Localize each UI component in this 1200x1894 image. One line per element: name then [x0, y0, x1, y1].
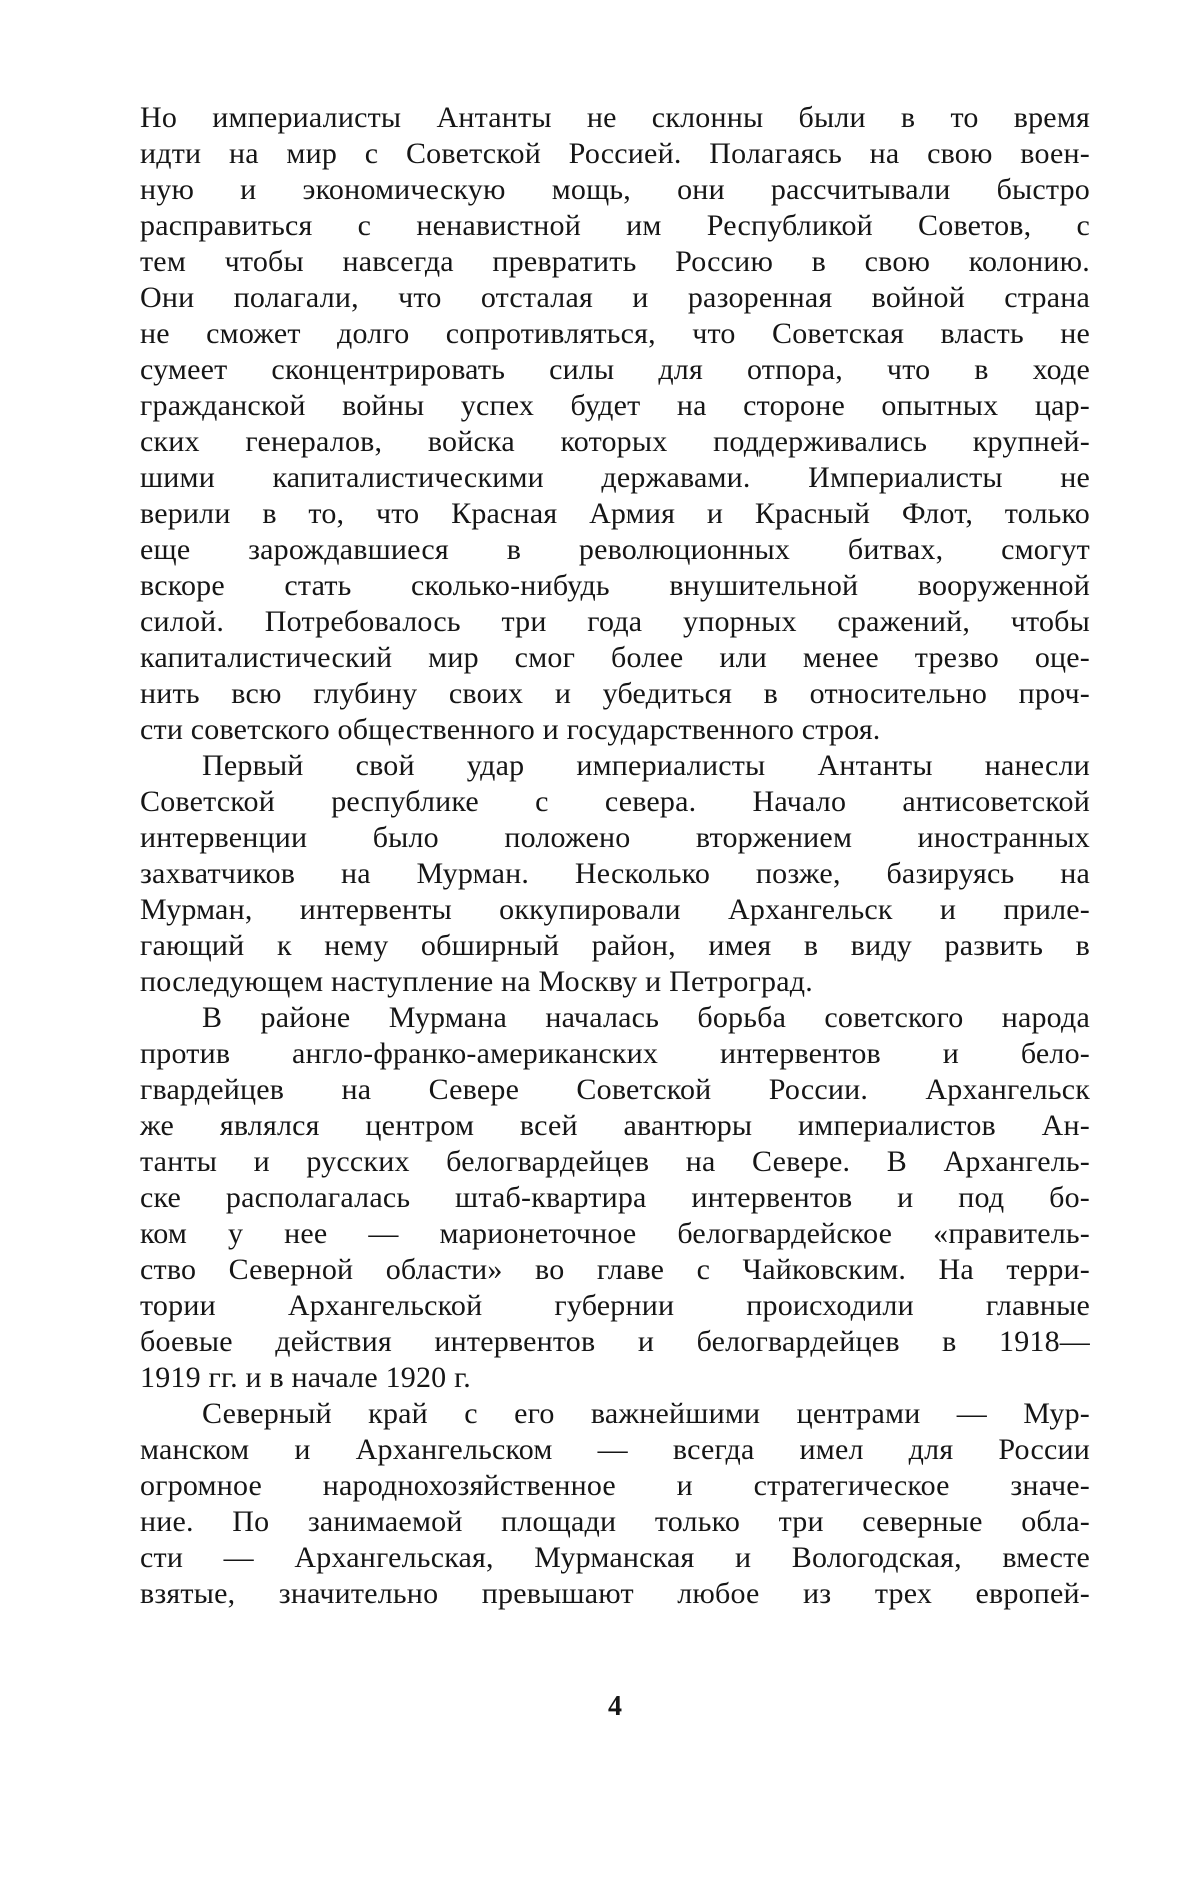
text-line: ную и экономическую мощь, они рассчитывали быстро — [140, 173, 1090, 206]
text-line: против англо-франко-американских интервентов и бело- — [140, 1037, 1090, 1070]
text-line: 1919 гг. и в начале 1920 г. — [140, 1361, 471, 1394]
text-line: манском и Архангельском — всегда имел для России — [140, 1433, 1090, 1466]
text-line: захватчиков на Мурман. Несколько позже, базируясь на — [140, 857, 1090, 890]
text-line: ние. По занимаемой площади только три северные обла- — [140, 1505, 1090, 1538]
text-line: сумеет сконцентрировать силы для отпора, что в ходе — [140, 353, 1090, 386]
text-line: гающий к нему обширный район, имея в виду развить в — [140, 929, 1090, 962]
text-line: шими капиталистическими державами. Империалисты не — [140, 461, 1090, 494]
text-line: интервенции было положено вторжением иностранных — [140, 821, 1090, 854]
text-line: взятые, значительно превышают любое из трех европей- — [140, 1577, 1090, 1610]
text-line: танты и русских белогвардейцев на Севере. В Архангель- — [140, 1145, 1090, 1178]
text-line: сти — Архангельская, Мурманская и Вологодская, вместе — [140, 1541, 1090, 1574]
text-line: боевые действия интервентов и белогвардейцев в 1918— — [140, 1325, 1090, 1358]
text-line: Они полагали, что отсталая и разоренная войной страна — [140, 281, 1090, 314]
text-line: Советской республике с севера. Начало антисоветской — [140, 785, 1090, 818]
text-line: Первый свой удар империалисты Антанты нанесли — [202, 749, 1090, 782]
text-line: же являлся центром всей авантюры империалистов Ан- — [140, 1109, 1090, 1142]
text-line: ство Северной области» во главе с Чайковским. На терри- — [140, 1253, 1090, 1286]
text-line: Мурман, интервенты оккупировали Архангельск и приле- — [140, 893, 1090, 926]
text-line: идти на мир с Советской Россией. Полагаясь на свою воен- — [140, 137, 1090, 170]
text-line: ком у нее — марионеточное белогвардейское «правитель- — [140, 1217, 1090, 1250]
page-number: 4 — [608, 1691, 622, 1722]
text-line: вскоре стать сколько-нибудь внушительной вооруженной — [140, 569, 1090, 602]
text-line: Северный край с его важнейшими центрами — Мур- — [202, 1397, 1090, 1430]
text-line: не сможет долго сопротивляться, что Советская власть не — [140, 317, 1090, 350]
text-line: ске располагалась штаб-квартира интервентов и под бо- — [140, 1181, 1090, 1214]
text-line: капиталистический мир смог более или менее трезво оце- — [140, 641, 1090, 674]
text-line: расправиться с ненавистной им Республикой Советов, с — [140, 209, 1090, 242]
text-line: гражданской войны успех будет на стороне опытных цар- — [140, 389, 1090, 422]
text-line: тем чтобы навсегда превратить Россию в свою колонию. — [140, 245, 1090, 278]
text-line: В районе Мурмана началась борьба советского народа — [202, 1001, 1090, 1034]
text-line: верили в то, что Красная Армия и Красный Флот, только — [140, 497, 1090, 530]
text-line: гвардейцев на Севере Советской России. Архангельск — [140, 1073, 1090, 1106]
book-page — [140, 100, 1090, 1750]
text-line: тории Архангельской губернии происходили главные — [140, 1289, 1090, 1322]
text-line: силой. Потребовалось три года упорных сражений, чтобы — [140, 605, 1090, 638]
text-line: Но империалисты Антанты не склонны были в то время — [140, 101, 1090, 134]
text-line: огромное народнохозяйственное и стратегическое значе- — [140, 1469, 1090, 1502]
text-line: ских генералов, войска которых поддерживались крупней- — [140, 425, 1090, 458]
text-line: сти советского общественного и государственного строя. — [140, 713, 881, 746]
text-line: еще зарождавшиеся в революционных битвах, смогут — [140, 533, 1090, 566]
text-line: нить всю глубину своих и убедиться в относительно проч- — [140, 677, 1090, 710]
text-line: последующем наступление на Москву и Петроград. — [140, 965, 813, 998]
